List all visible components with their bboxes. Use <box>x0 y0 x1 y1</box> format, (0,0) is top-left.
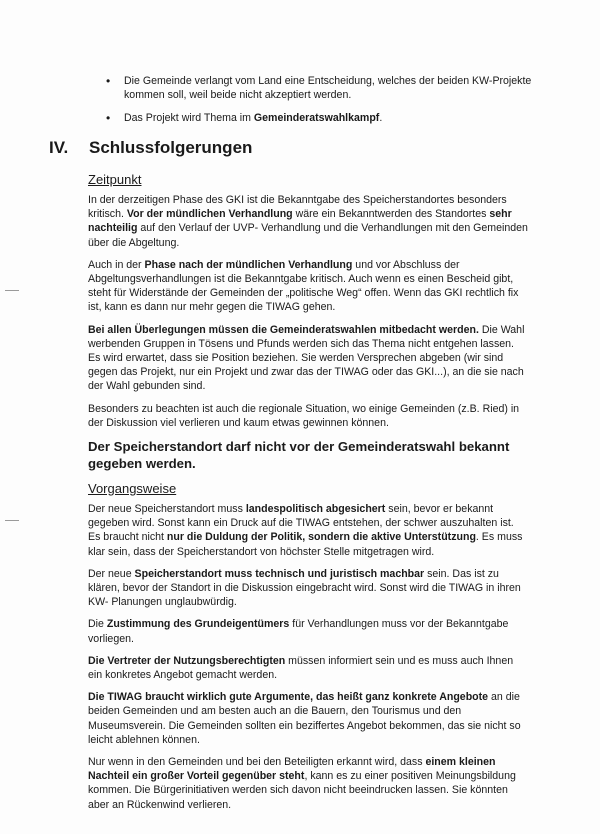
text-run: sein, bevor er bekannt gegeben wird. Sonst kann ein Druck auf die TIWAG entstehen, der schwer auszuhalten ist. Es braucht nicht <box>88 503 514 544</box>
bullet-text <box>124 75 531 101</box>
section-title: Schlussfolgerungen <box>89 138 253 157</box>
text-run: . <box>379 112 383 124</box>
text-run: . Es muss klar sein, dass der Speicherstandort von höchster Stelle mitgetragen wird. <box>88 531 523 558</box>
bold-text-run: Die TIWAG braucht wirklich gute Argumente, das heißt ganz konkrete Angebote <box>88 691 489 704</box>
subheading-vorgangsweise: Vorgangsweise <box>88 481 177 496</box>
text-run: Die <box>88 618 107 631</box>
bold-text-run: sehr nachteilig <box>88 208 512 235</box>
text-run: sein. Das ist zu klären, bevor der Standort in die Diskussion eingebracht wird. Sonst wird die TIWAG in ihren KW- Planungen unglaubwürdig. <box>88 567 521 609</box>
bullet-item <box>106 111 546 125</box>
bold-text-run: Speicherstandort muss technisch und juristisch machbar <box>134 567 425 580</box>
section-number: IV. <box>49 138 69 157</box>
bold-text-run: Bei allen Überlegungen müssen die Gemeinderatswahlen mitbedacht werden. <box>88 323 479 336</box>
vorgangsweise-section <box>88 481 528 820</box>
paragraph <box>88 654 528 682</box>
text-run: Nur wenn in den Gemeinden und bei den Beteiligten erkannt wird, dass <box>88 756 426 769</box>
text-run: wäre ein Bekanntwerden des Standortes <box>292 208 490 221</box>
paragraph <box>88 402 528 430</box>
bold-text-run: einem kleinen Nachteil ein großer Vorteil gegenüber steht <box>88 756 496 783</box>
margin-mark <box>5 290 19 291</box>
text-run: und vor Abschluss der Abgeltungsverhandlungen ist die Bekanntgabe kritisch. Auch wenn es einen Bescheid gibt, steht für Widerstände der Gemeinden der „politische Weg“ offen. Wenn das GKI rechtlich fix ist, kann es dann nur mehr gegen die TIWAG gehen. <box>88 258 519 314</box>
text-run: Der neue <box>88 567 135 580</box>
text-run: Die Wahl werbenden Gruppen in Tösens und Pfunds werden sich das Thema nicht entgehen lassen. Es wird erwartet, dass sie Position beziehen. Sie werden Versprechen abgeben (wir sind gegen das Projekt, nur ein Projekt und zwar das der TIWAG oder das GKI...), an die sie nach der Wahl gebunden sind. <box>88 323 525 393</box>
text-run: Auch in der <box>88 258 145 271</box>
zeitpunkt-section <box>88 172 528 472</box>
paragraph <box>88 567 528 610</box>
bold-text-run: Die Vertreter der Nutzungsberechtigten <box>88 654 286 667</box>
text-run: , kann es zu einer positiven Meinungsbildung kommen. Die Bürgerinitiativen werden sich davon nicht beeindrucken lassen. Sie könnten aber an Rückenwind verlieren. <box>88 770 516 811</box>
paragraph <box>88 258 528 315</box>
text-run: Besonders zu beachten ist auch die regionale Situation, wo einige Gemeinden (z.B. Ried) in der Diskussion viel verlieren und kaum etwas gewinnen können. <box>88 402 520 429</box>
paragraph <box>88 755 528 812</box>
text-run: auf den Verlauf der UVP- Verhandlung und die Verhandlungen mit den Gemeinden über die Abgeltung. <box>88 222 528 249</box>
bullet-list <box>106 74 546 134</box>
bullet-item <box>106 74 546 102</box>
bold-text-run: Gemeinderatswahlkampf <box>253 112 380 124</box>
margin-mark <box>5 520 19 521</box>
bold-text-run: Phase nach der mündlichen Verhandlung <box>144 258 353 271</box>
bullet-text <box>124 112 382 124</box>
text-run: an die beiden Gemeinden und am besten auch an die Bauern, den Tourismus und den Museumsverein. Die Gemeinden sollten ein beziffertes Angebot bekommen, das sie nicht so leicht ablehnen können. <box>88 691 521 746</box>
paragraph <box>88 690 528 747</box>
paragraph <box>88 617 528 645</box>
bold-text-run: landespolitisch abgesichert <box>245 503 386 515</box>
bold-text-run: Zustimmung des Grundeigentümers <box>106 618 290 631</box>
paragraph <box>88 323 528 394</box>
section-heading <box>49 138 252 158</box>
paragraph <box>88 193 528 250</box>
text-run: Das Projekt wird Thema im <box>124 112 254 124</box>
text-run: In der derzeitigen Phase des GKI ist die Bekanntgabe des Speicherstandortes besonders kritisch. <box>88 194 507 221</box>
paragraph <box>88 502 528 559</box>
bold-text-run: nur die Duldung der Politik, sondern die aktive Unterstützung <box>166 531 476 544</box>
bold-text-run: Vor der mündlichen Verhandlung <box>126 208 293 221</box>
text-run: Die Gemeinde verlangt vom Land eine Entscheidung, welches der beiden KW-Projekte kommen soll, weil beide nicht akzeptiert werden. <box>124 75 532 101</box>
text-run: müssen informiert sein und es muss auch Ihnen ein konkretes Angebot gemacht werden. <box>88 654 514 682</box>
conclusion-statement: Der Speicherstandort darf nicht vor der Gemeinderatswahl bekannt gegeben werden. <box>88 439 510 472</box>
subheading-zeitpunkt: Zeitpunkt <box>88 172 142 187</box>
bullet-dot-icon: • <box>106 111 111 125</box>
text-run: Der neue Speicherstandort muss <box>88 503 246 515</box>
bullet-dot-icon: • <box>106 74 111 88</box>
text-run: für Verhandlungen muss vor der Bekanntgabe vorliegen. <box>88 618 509 645</box>
